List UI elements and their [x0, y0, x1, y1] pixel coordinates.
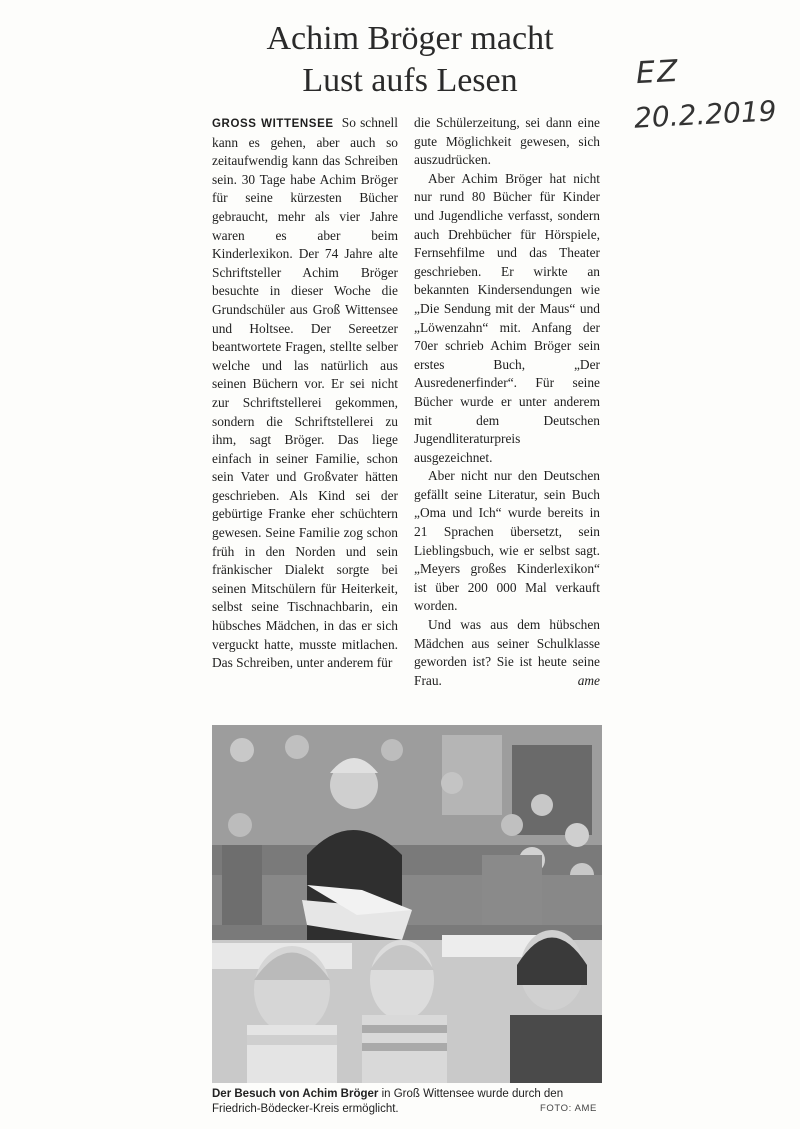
- article-column-1: [212, 114, 398, 673]
- handwritten-date: 20.2.2019: [633, 94, 778, 135]
- author-initials: ame: [577, 672, 600, 688]
- headline-line-1: Achim Bröger macht: [266, 20, 554, 57]
- dateline: GROSS WITTENSEE: [212, 118, 334, 130]
- article-paragraph: Aber Achim Bröger hat nicht nur rund 80 Bücher für Kinder und Jugendliche verfasst, sondern auch Drehbücher für Hörspiele, Fernsehfilme und das Theater geschrieben. Er wirkte an bekannten Kindersendungen wie „Die Sendung mit der Maus“ und „Löwenzahn“ mit. Anfang der 70er schrieb Achim Bröger sein erstes Buch, „Der Ausredenerfinder“. Für seine Bücher wurde er unter anderem mit dem Deutschen Jugendliteraturpreis ausgezeichnet.: [414, 170, 600, 465]
- article-paragraph: [414, 616, 600, 690]
- article-photo: [212, 725, 602, 1083]
- article-paragraph: Aber nicht nur den Deutschen gefällt seine Literatur, sein Buch „Oma und Ich“ wurde bereits in 21 Sprachen übersetzt, sein Lieblingsbuch, wie er selbst sagt. „Meyers großes Kinderlexikon“ ist über 200 000 Mal verkauft worden.: [414, 468, 600, 614]
- headline: [205, 18, 615, 102]
- article-column-2: [414, 114, 600, 690]
- photo-credit: FOTO: AME: [540, 1103, 597, 1114]
- classroom-photo-illustration: [212, 725, 602, 1083]
- caption-text: in Groß Wittensee wurde durch den Friedrich-Bödecker-Kreis ermöglicht.: [212, 1088, 564, 1115]
- paragraph-text: So schnell kann es gehen, aber auch so zeitaufwendig kann das Schreiben sein. 30 Tage habe Achim Bröger für seine kürzesten Bücher gebraucht, mehr als vier Jahre waren es aber beim Kinderlexikon. Der 74 Jahre alte Schriftsteller Achim Bröger besuchte in dieser Woche die Grundschüler aus Groß Wittensee und Holtsee. Der Sereetzer beantwortete Fragen, stellte selber welche und las natürlich aus seinen Büchern vor. Er sei nicht zur Schriftstellerei gekommen, sondern die Schriftstellerei zu ihm, sagt Bröger. Das liege einfach in seiner Familie, schon sein Vater und Großvater hätten geschrieben. Als Kind sei der gebürtige Franke eher schüchtern gewesen. Seine Familie zog schon früh in den Norden und sein fränkischer Dialekt sorgte bei seinen Mitschülern für Heiterkeit, selbst seine Tischnachbarin, ein hübsches Mädchen, in das er sich verguckt hatte, musste mitlachen. Das Schreiben, unter anderem für: [212, 115, 398, 671]
- paragraph-text: Und was aus dem hübschen Mädchen aus seiner Schulklasse geworden ist? Sie ist heute seine Frau.: [414, 617, 600, 688]
- article-paragraph: [212, 114, 398, 673]
- handwritten-initials: EZ: [635, 53, 681, 92]
- article-paragraph: die Schülerzeitung, sei dann eine gute Möglichkeit gewesen, sich auszudrücken.: [414, 115, 600, 168]
- caption-lead: Der Besuch von Achim Bröger: [212, 1088, 379, 1100]
- headline-line-2: Lust aufs Lesen: [302, 62, 518, 99]
